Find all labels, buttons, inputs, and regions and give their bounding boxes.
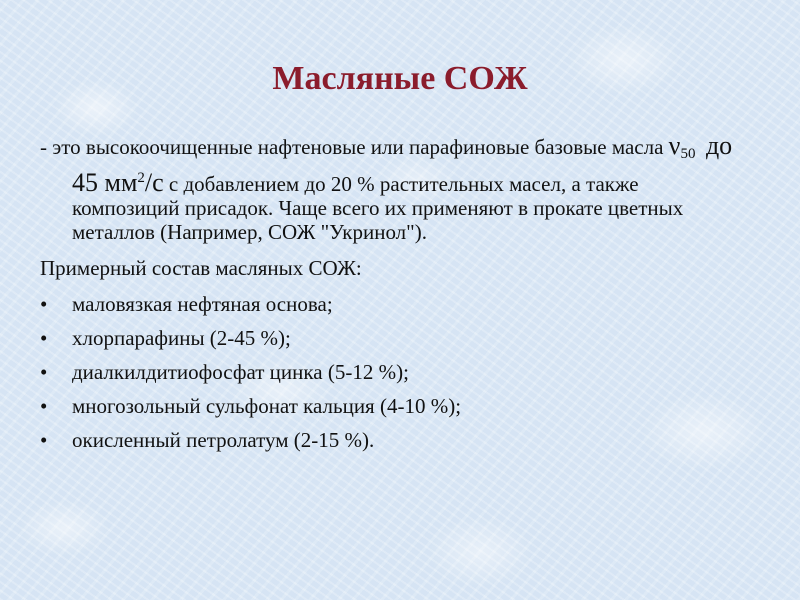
list-item-text: хлорпарафины (2-45 %); <box>72 326 291 350</box>
unit-power: 2 <box>137 170 145 186</box>
bullet-icon: • <box>40 326 48 350</box>
range-text: до 45 мм <box>72 131 733 197</box>
intro-prefix: - это высокоочищенные нафтеновые или парафиновые базовые масла <box>40 135 664 159</box>
intro-paragraph <box>40 131 740 244</box>
intro-suffix: с добавлением до 20 % растительных масел, а также композиций присадок. Чаще всего их применяют в прокате цветных металлов (Например, СОЖ "Укринол"). <box>72 172 684 244</box>
nu-subscript: 50 <box>680 146 696 162</box>
list-item <box>40 428 740 452</box>
bullet-icon: • <box>40 292 48 316</box>
components-list <box>40 292 740 452</box>
list-item-text: маловязкая нефтяная основа; <box>72 292 333 316</box>
list-item-text: многозольный сульфонат кальция (4-10 %); <box>72 394 462 418</box>
viscosity-symbol <box>669 131 696 160</box>
bullet-icon: • <box>40 428 48 452</box>
list-item <box>40 360 740 384</box>
composition-heading: Примерный состав масляных СОЖ: <box>40 256 362 280</box>
list-item-text: окисленный петролатум (2-15 %). <box>72 428 375 452</box>
list-item <box>40 326 740 350</box>
unit-rest: /с <box>144 168 164 197</box>
slide-title: Масляные СОЖ <box>272 60 528 97</box>
list-item <box>40 292 740 316</box>
bullet-icon: • <box>40 394 48 418</box>
nu-symbol: ν <box>668 131 681 160</box>
list-item <box>40 394 740 418</box>
slide-content <box>40 131 740 462</box>
bullet-icon: • <box>40 360 48 384</box>
list-item-text: диалкилдитиофосфат цинка (5-12 %); <box>72 360 409 384</box>
